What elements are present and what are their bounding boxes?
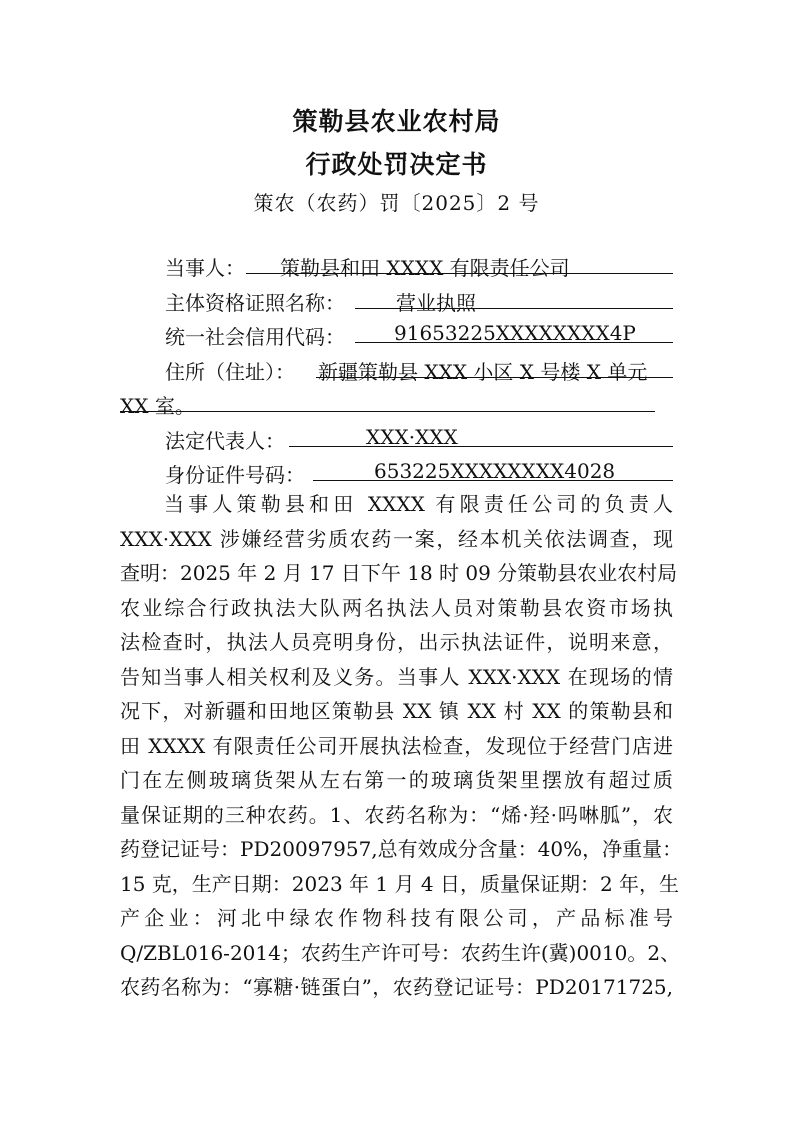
- legal-rep-value: XXX·XXX: [366, 425, 458, 449]
- address-field: [165, 356, 295, 385]
- paragraph-line: 量保证期的三种农药。1、农药名称为：“烯·羟·吗啉胍”，农: [120, 802, 673, 827]
- party-label: 当事人：: [165, 256, 245, 280]
- credit-code-value: 91653225XXXXXXXX4P: [394, 321, 636, 345]
- license-field: [165, 287, 345, 316]
- legal-rep-field: [165, 425, 285, 454]
- paragraph-line: 况下，对新疆和田地区策勒县 XX 镇 XX 村 XX 的策勒县和: [120, 699, 673, 723]
- license-value: 营业执照: [396, 291, 476, 315]
- paragraph-line: 门在左侧玻璃货架从左右第一的玻璃货架里摆放有超过质: [120, 768, 673, 792]
- paragraph-line: 当事人策勒县和田 XXXX 有限责任公司的负责人: [164, 492, 673, 516]
- id-number-field: [165, 459, 305, 488]
- id-number-label: 身份证件号码：: [165, 463, 305, 487]
- paragraph-line: XXX·XXX 涉嫌经营劣质农药一案，经本机关依法调查，现: [120, 526, 673, 551]
- address-underline-2: [120, 411, 655, 412]
- document-number: 策农（农药）罚〔2025〕2 号: [253, 191, 540, 215]
- legal-rep-label: 法定代表人：: [165, 429, 285, 453]
- paragraph-line: 产企业：河北中绿农作物科技有限公司，产品标准号: [120, 906, 673, 930]
- party-value: 策勒县和田 XXXX 有限责任公司: [280, 256, 570, 280]
- party-field: [165, 252, 245, 281]
- id-number-value: 653225XXXXXXXX4028: [374, 459, 616, 483]
- paragraph-line: 农药名称为：“寡糖·链蛋白”，农药登记证号：PD20171725,: [120, 975, 673, 999]
- paragraph-line: 农业综合行政执法大队两名执法人员对策勒县农资市场执: [120, 595, 673, 620]
- address-label: 住所（住址）：: [165, 360, 295, 384]
- legal-rep-underline: [289, 446, 673, 447]
- document-org-title: 策勒县农业农村局: [292, 107, 501, 136]
- case-description-paragraph: [120, 487, 683, 1005]
- paragraph-line: 药登记证号：PD20097957,总有效成分含量：40%，净重量：: [120, 837, 683, 861]
- credit-code-label: 统一社会信用代码：: [165, 325, 345, 349]
- address-value-line1: 新疆策勒县 XXX 小区 X 号楼 X 单元: [318, 360, 648, 384]
- license-label: 主体资格证照名称：: [165, 291, 345, 315]
- document-type-title: 行政处罚决定书: [305, 150, 488, 179]
- address-value-line2: XX 室。: [120, 394, 195, 418]
- paragraph-line: 田 XXXX 有限责任公司开展执法检查，发现位于经营门店进: [120, 733, 673, 758]
- paragraph-line: 15 克，生产日期：2023 年 1 月 4 日，质量保证期：2 年，生: [120, 871, 680, 896]
- paragraph-line: 法检查时，执法人员亮明身份，出示执法证件，说明来意，: [120, 630, 673, 654]
- paragraph-line: 告知当事人相关权利及义务。当事人 XXX·XXX 在现场的情: [120, 664, 673, 689]
- paragraph-line: 查明：2025 年 2 月 17 日下午 18 时 09 分策勒县农业农村局: [120, 561, 678, 585]
- paragraph-line: Q/ZBL016-2014；农药生产许可号：农药生许(冀)0010。2、: [120, 940, 681, 965]
- credit-code-field: [165, 321, 345, 350]
